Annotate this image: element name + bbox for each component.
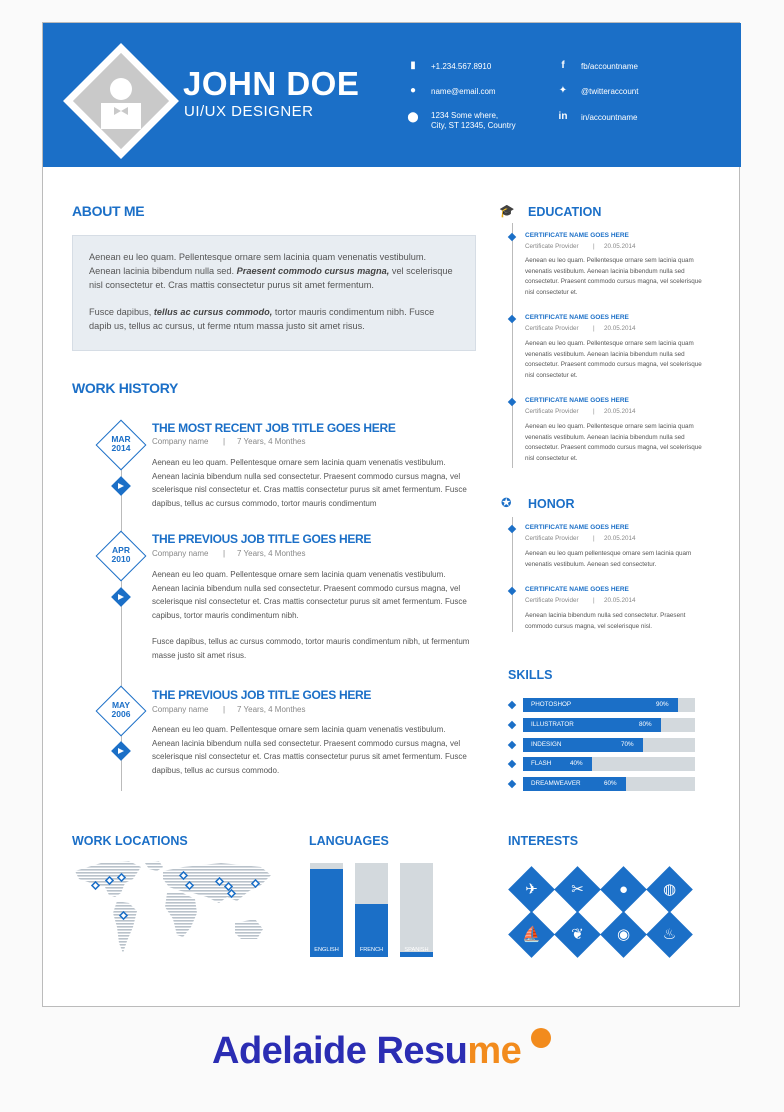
cert-title: CERTIFICATE NAME GOES HERE bbox=[525, 232, 629, 239]
skill-percent: 40% bbox=[570, 760, 583, 768]
cert-sep: | bbox=[593, 535, 595, 542]
job-duration: 7 Years, 4 Monthes bbox=[237, 437, 306, 446]
contact-phone: +1.234.567.8910 bbox=[431, 62, 492, 71]
person-silhouette-icon bbox=[87, 67, 155, 135]
airplane-icon bbox=[508, 866, 555, 913]
cert-sep: | bbox=[593, 325, 595, 332]
skill-name: PHOTOSHOP bbox=[531, 701, 572, 708]
education-timeline bbox=[512, 223, 513, 468]
language-bar bbox=[400, 863, 433, 957]
timeline-dot bbox=[508, 525, 516, 533]
mail-icon: ● bbox=[409, 85, 417, 96]
cert-date: 20.05.2014 bbox=[604, 597, 636, 604]
skill-percent: 70% bbox=[621, 740, 634, 748]
cert-provider: Certificate Provider bbox=[525, 325, 579, 332]
cert-description: Aenean eu leo quam. Pellentesque ornare sem lacinia quam venenatis vestibulum. Aenean lacinia bibendum nulla sed consectetur. Praesent commodo cursus magna, vel scelerisque nisl consectetur et. bbox=[525, 257, 702, 297]
skill-percent: 90% bbox=[656, 701, 669, 708]
skill-fill bbox=[523, 777, 626, 791]
timeline-dot bbox=[508, 315, 516, 323]
cert-provider: Certificate Provider bbox=[525, 243, 579, 250]
about-text: Fusce dapibus, bbox=[89, 307, 154, 317]
brand-text: Adelaide Resu bbox=[212, 1030, 468, 1072]
dining-icon-glyph: ✂ bbox=[571, 881, 584, 898]
skill-bar bbox=[523, 698, 695, 712]
job-month: MAY bbox=[111, 700, 131, 710]
cert-provider: Certificate Provider bbox=[525, 535, 579, 542]
job-year: 2006 bbox=[111, 709, 131, 719]
skill-fill bbox=[523, 738, 643, 752]
about-text: vel scelerisque nisl consectetur et. Cras mattis consectetur purus sit amet fermentum. bbox=[89, 266, 453, 290]
about-emphasis: tellus ac cursus commodo, bbox=[153, 307, 273, 317]
skill-percent: 60% bbox=[604, 780, 617, 788]
timeline-dot bbox=[508, 587, 516, 595]
interests-heading: INTERESTS bbox=[508, 834, 579, 848]
skill-bullet bbox=[508, 780, 516, 788]
world-map bbox=[71, 857, 277, 959]
skill-bullet bbox=[508, 701, 516, 709]
bowling-icon bbox=[600, 866, 647, 913]
job-title: THE MOST RECENT JOB TITLE GOES HERE bbox=[152, 421, 396, 435]
facebook-icon: f bbox=[561, 60, 565, 71]
skill-bullet bbox=[508, 760, 516, 768]
timeline-dot bbox=[508, 398, 516, 406]
social-twitter: @twitteraccount bbox=[581, 87, 639, 96]
campfire-icon bbox=[646, 911, 693, 958]
language-bar bbox=[310, 863, 343, 957]
cert-provider: Certificate Provider bbox=[525, 597, 579, 604]
skill-name: DREAMWEAVER bbox=[531, 780, 581, 788]
australia-shape bbox=[235, 919, 263, 939]
honor-timeline bbox=[512, 517, 513, 632]
plane-icon bbox=[111, 476, 131, 496]
education-heading: EDUCATION bbox=[528, 205, 602, 219]
cert-provider: Certificate Provider bbox=[525, 408, 579, 415]
language-label: SPANISH bbox=[404, 947, 429, 953]
contact-email: name@email.com bbox=[431, 87, 496, 96]
plane-icon bbox=[111, 741, 131, 761]
cert-title: CERTIFICATE NAME GOES HERE bbox=[525, 397, 629, 404]
job-month: APR bbox=[112, 545, 130, 555]
cert-date: 20.05.2014 bbox=[604, 325, 636, 332]
job-sep: | bbox=[223, 705, 226, 714]
campfire-icon-glyph: ♨ bbox=[662, 926, 677, 943]
job-sep: | bbox=[223, 437, 226, 446]
skill-bar bbox=[523, 738, 695, 752]
job-paragraph: Aenean eu leo quam. Pellentesque ornare sem lacinia quam venenatis vestibulum. Aenean lacinia bibendum nulla sed consectetur. Praesent commodo cursus magna, vel scelerisque nisl consectetur et. Cras mattis consectetur purus sit amet fermentum. Fusce capibus, tortor mauris condimentum nibh. bbox=[152, 570, 467, 620]
cert-date: 20.05.2014 bbox=[604, 243, 636, 250]
job-month: MAR bbox=[111, 434, 131, 444]
job-company: Company name bbox=[152, 549, 209, 558]
locations-heading: WORK LOCATIONS bbox=[72, 834, 188, 848]
airplane-icon-glyph: ✈ bbox=[525, 881, 538, 898]
coffee-beans-icon bbox=[554, 911, 601, 958]
brand-logo bbox=[212, 1030, 521, 1073]
linkedin-icon: in bbox=[558, 111, 568, 122]
cert-title: CERTIFICATE NAME GOES HERE bbox=[525, 524, 629, 531]
job-year: 2010 bbox=[111, 554, 131, 564]
location-icon: ⬤ bbox=[407, 112, 419, 123]
award-ribbon-icon: ✪ bbox=[501, 496, 512, 510]
job-description: Aenean eu leo quam. Pellentesque ornare sem lacinia quam venenatis vestibulum. Aenean lacinia bibendum nulla sed consectetur. Praesent commodo cursus magna, vel scelerisque nisl consectetur et. Cras mattis consectetur purus sit amet fermentum. Fusce dapibus, tellus ac cursus commodo. bbox=[152, 725, 467, 775]
camera-icon bbox=[600, 911, 647, 958]
skill-name: ILLUSTRATOR bbox=[531, 720, 574, 728]
job-paragraph: Fusce dapibus, tellus ac cursus commodo, tortor mauris condimentum nibh, ut fermentum masse justo sit amet risus. bbox=[152, 637, 470, 660]
cert-description: Aenean eu leo quam. Pellentesque ornare sem lacinia quam venenatis vestibulum. Aenean lacinia bibendum nulla sed consectetur. Praesent commodo cursus magna, vel scelerisque nisl consectetur et. bbox=[525, 423, 702, 463]
skill-name: FLASH bbox=[531, 760, 552, 768]
skill-bullet bbox=[508, 740, 516, 748]
dining-icon bbox=[554, 866, 601, 913]
skill-fill bbox=[523, 718, 661, 732]
sailing-icon-glyph: ⛵ bbox=[522, 926, 541, 943]
cert-description: Aenean eu leo quam pellentesque ornare sem lacinia quam venenatis vestibulum. Aenean sed consectetur. bbox=[525, 550, 692, 568]
language-label: FRENCH bbox=[359, 947, 384, 953]
south-america-shape bbox=[113, 901, 137, 953]
coffee-beans-icon-glyph: ❦ bbox=[571, 926, 584, 943]
about-text: tortor mauris condimentum nibh. Fusce dapib us, tellus ac cursus, ut ferme ntum massa justo sit amet risus. bbox=[89, 307, 435, 331]
cert-title: CERTIFICATE NAME GOES HERE bbox=[525, 586, 629, 593]
work-heading: WORK HISTORY bbox=[72, 380, 179, 396]
job-sep: | bbox=[223, 549, 226, 558]
language-label: ENGLISH bbox=[314, 947, 339, 953]
job-duration: 7 Years, 4 Monthes bbox=[237, 549, 306, 558]
skill-fill bbox=[523, 757, 592, 771]
about-emphasis: Praesent commodo cursus magna, bbox=[236, 266, 390, 276]
skill-name: INDESIGN bbox=[531, 740, 562, 748]
job-description bbox=[152, 568, 472, 663]
cert-date: 20.05.2014 bbox=[604, 535, 636, 542]
skill-bullet bbox=[508, 721, 516, 729]
basketball-icon-glyph: ◍ bbox=[662, 881, 677, 898]
job-company: Company name bbox=[152, 437, 209, 446]
job-title: THE PREVIOUS JOB TITLE GOES HERE bbox=[152, 532, 372, 546]
job-company: Company name bbox=[152, 705, 209, 714]
about-text: Aenean eu leo quam. Pellentesque ornare sem lacinia quam venenatis vestibulum. Aenean lacinia bibendum nulla sed. bbox=[89, 252, 427, 276]
skill-bar bbox=[523, 757, 695, 771]
cert-description: Aenean eu leo quam. Pellentesque ornare sem lacinia quam venenatis vestibulum. Aenean lacinia bibendum nulla sed consectetur. Praesent commodo cursus magna, vel scelerisque nisl consectetur et. bbox=[525, 340, 702, 380]
about-heading: ABOUT ME bbox=[72, 203, 145, 219]
africa-shape bbox=[165, 893, 197, 937]
sailing-icon bbox=[508, 911, 555, 958]
phone-icon: ▮ bbox=[410, 60, 416, 71]
brand-text-me: me bbox=[467, 1030, 522, 1072]
graduation-cap-icon: 🎓 bbox=[499, 204, 515, 218]
cert-sep: | bbox=[593, 243, 595, 250]
skill-bar bbox=[523, 718, 695, 732]
language-bar bbox=[355, 863, 388, 957]
skill-bar bbox=[523, 777, 695, 791]
languages-heading: LANGUAGES bbox=[309, 834, 389, 848]
job-description: Aenean eu leo quam. Pellentesque ornare sem lacinia quam venenatis vestibulum. Aenean lacinia bibendum nulla sed consectetur. Praesent commodo cursus magna, vel scelerisque nisl consectetur et. Cras mattis consectetur purus sit amet fermentum. Fusce dapibus, tellus ac cursus commodo, tortor mauris condimentum bbox=[152, 458, 467, 508]
cert-description: Aenean lacinia bibendum nulla sed consectetur. Praesent commodo cursus magna, vel scelerisque nisl. bbox=[525, 612, 686, 630]
job-title: THE PREVIOUS JOB TITLE GOES HERE bbox=[152, 688, 372, 702]
header-banner bbox=[43, 23, 741, 167]
honor-heading: HONOR bbox=[528, 497, 575, 511]
skill-percent: 80% bbox=[639, 720, 652, 728]
social-linkedin: in/accountname bbox=[581, 113, 638, 122]
resume-page bbox=[42, 22, 740, 1007]
cert-sep: | bbox=[593, 408, 595, 415]
job-year: 2014 bbox=[111, 443, 131, 453]
avatar bbox=[63, 43, 179, 159]
contact-address-line2: City, ST 12345, Country bbox=[431, 121, 516, 130]
brand-dot bbox=[531, 1028, 551, 1048]
timeline-dot bbox=[508, 233, 516, 241]
skills-heading: SKILLS bbox=[508, 668, 553, 682]
skill-fill bbox=[523, 698, 678, 712]
basketball-icon bbox=[646, 866, 693, 913]
camera-icon-glyph: ◉ bbox=[616, 926, 631, 943]
person-name: JOHN DOE bbox=[183, 65, 360, 102]
language-fill bbox=[310, 869, 343, 957]
about-box bbox=[72, 235, 476, 351]
cert-title: CERTIFICATE NAME GOES HERE bbox=[525, 314, 629, 321]
greenland-shape bbox=[145, 861, 163, 871]
job-duration: 7 Years, 4 Monthes bbox=[237, 705, 306, 714]
contact-address-line1: 1234 Some where, bbox=[431, 111, 499, 120]
social-facebook: fb/accountname bbox=[581, 62, 638, 71]
cert-sep: | bbox=[593, 597, 595, 604]
plane-icon bbox=[111, 587, 131, 607]
person-role: UI/UX DESIGNER bbox=[184, 103, 314, 120]
bowling-icon-glyph: ● bbox=[618, 881, 629, 898]
cert-date: 20.05.2014 bbox=[604, 408, 636, 415]
twitter-icon: ✦ bbox=[558, 85, 568, 96]
